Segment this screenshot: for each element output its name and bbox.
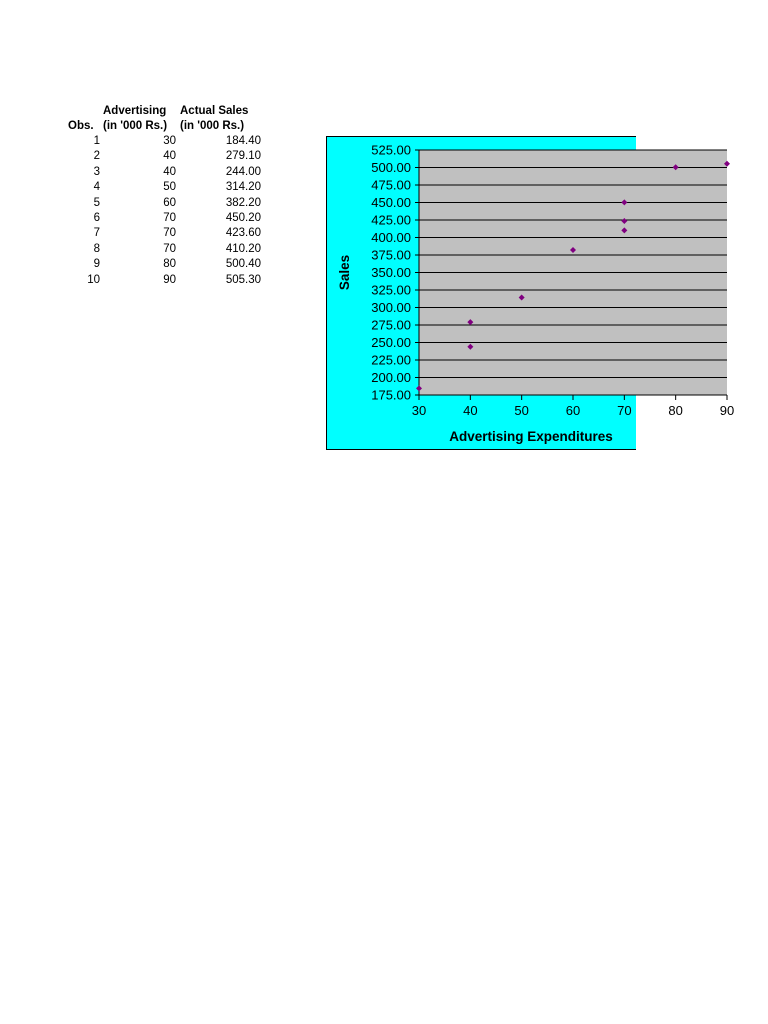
table-cell-sales: 423.60 (225, 227, 261, 240)
table-cell-adv: 80 (163, 258, 176, 271)
table-cell-obs: 9 (93, 258, 100, 271)
table-cell-sales: 382.20 (225, 196, 261, 209)
table-cell-adv: 70 (163, 212, 176, 224)
table-cell-obs: 6 (93, 212, 100, 224)
table-cell-obs: 10 (87, 273, 100, 286)
y-tick-label: 350.00 (371, 265, 411, 280)
table-cell-obs: 1 (93, 135, 100, 147)
y-tick-label: 200.00 (371, 370, 411, 385)
y-tick-label: 425.00 (371, 212, 411, 228)
table-cell-sales: 184.40 (225, 135, 261, 147)
y-tick-label: 500.00 (371, 160, 411, 175)
header-obs: Obs. (68, 120, 94, 132)
scatter-chart (327, 137, 735, 451)
table-cell-adv: 60 (163, 196, 176, 209)
x-tick-label: 50 (514, 403, 529, 418)
x-tick-label: 90 (719, 403, 735, 418)
header-sales-line1: Actual Sales (180, 105, 249, 117)
table-cell-sales: 410.20 (225, 242, 261, 255)
y-tick-label: 400.00 (371, 230, 411, 245)
y-tick-label: 375.00 (371, 247, 411, 263)
table-cell-obs: 4 (93, 181, 100, 194)
table-cell-sales: 450.20 (225, 212, 261, 224)
y-tick-label: 325.00 (371, 282, 411, 298)
x-tick-label: 60 (565, 403, 581, 418)
y-tick-label: 475.00 (371, 177, 411, 193)
y-tick-label: 225.00 (371, 352, 411, 368)
table-cell-adv: 90 (163, 273, 176, 286)
y-tick-label: 450.00 (371, 195, 411, 210)
table-cell-obs: 3 (93, 165, 100, 178)
y-tick-label: 275.00 (371, 317, 411, 333)
table-cell-adv: 70 (163, 242, 176, 255)
table-cell-sales: 314.20 (225, 181, 261, 194)
header-sales-line2: (in '000 Rs.) (180, 120, 245, 132)
y-tick-label: 300.00 (371, 300, 411, 315)
table-cell-adv: 70 (163, 227, 176, 240)
x-tick-label: 40 (463, 403, 478, 418)
y-tick-label: 250.00 (371, 335, 411, 350)
table-cell-adv: 40 (163, 150, 176, 163)
header-advertising-line1: Advertising (103, 105, 167, 117)
y-axis-label: Sales (337, 254, 352, 291)
table-cell-adv: 30 (163, 135, 176, 147)
table-cell-sales: 505.30 (225, 273, 261, 286)
x-tick-label: 80 (668, 403, 683, 418)
x-axis-label: Advertising Expenditures (449, 429, 613, 444)
y-tick-label: 175.00 (371, 387, 411, 403)
table-cell-sales: 244.00 (225, 165, 261, 178)
x-tick-label: 70 (617, 403, 632, 418)
chart-panel (326, 136, 735, 450)
table-cell-obs: 5 (93, 196, 100, 209)
header-advertising-line2: (in '000 Rs.) (103, 120, 168, 132)
x-tick-label: 30 (411, 403, 427, 418)
table-cell-sales: 500.40 (225, 258, 261, 271)
y-tick-label: 525.00 (371, 142, 411, 158)
table-cell-adv: 50 (163, 181, 176, 194)
table-cell-sales: 279.10 (225, 150, 261, 163)
table-cell-adv: 40 (163, 165, 176, 178)
table-cell-obs: 2 (93, 150, 100, 163)
table-cell-obs: 8 (93, 242, 100, 255)
table-cell-obs: 7 (93, 227, 100, 240)
